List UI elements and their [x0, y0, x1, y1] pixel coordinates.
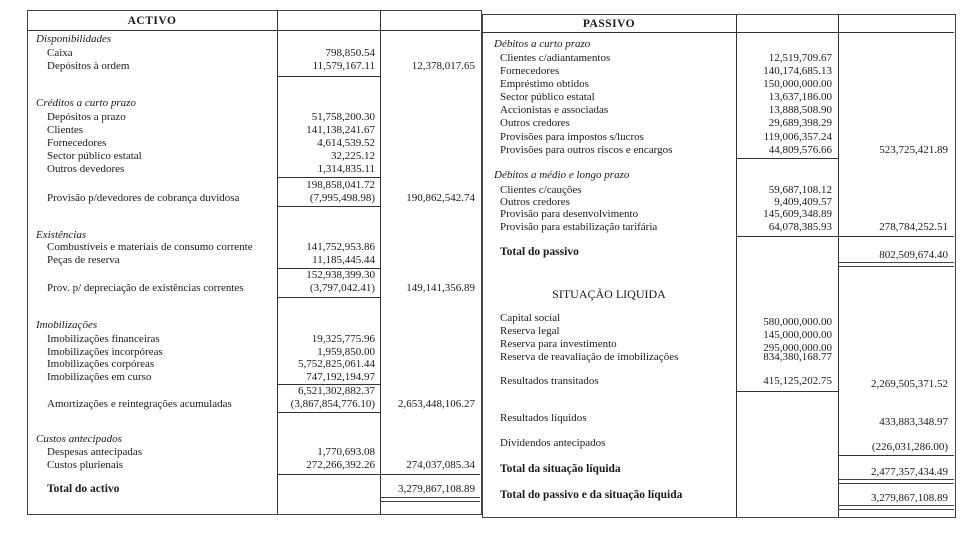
total-passivo-situacao-label: Total do passivo e da situação líquida — [500, 489, 683, 501]
row-label: Imobilizações incorpóreas — [47, 346, 163, 358]
row-label: Provisões para outros riscos e encargos — [500, 144, 673, 156]
divider — [736, 158, 838, 159]
row-value: 12,519,709.67 — [768, 52, 832, 64]
row-value: 272,266,392.26 — [306, 459, 375, 471]
row-value: 798,850.54 — [325, 47, 375, 59]
row-value: (3,867,854,776.10) — [290, 398, 375, 410]
row-value: 1,959,850.00 — [317, 346, 375, 358]
section-title: Débitos a médio e longo prazo — [494, 169, 630, 181]
subtotal-value: 6,521,302,882.37 — [298, 385, 375, 397]
row-label: Provisão para desenvolvimento — [500, 208, 639, 220]
row-value: 141,752,953.86 — [306, 241, 375, 253]
row-label: Combustíveis e materiais de consumo corrente — [47, 241, 253, 253]
row-total: 190,862,542.74 — [406, 192, 475, 204]
row-value: 1,314,835.11 — [317, 163, 375, 175]
row-label: Amortizações e reintegrações acumuladas — [47, 398, 232, 410]
row-total: 433,883,348.97 — [879, 416, 948, 428]
row-total: 2,653,448,106.27 — [398, 398, 475, 410]
row-label: Clientes c/adiantamentos — [500, 52, 611, 64]
row-total: (226,031,286.00) — [871, 441, 948, 453]
divider — [482, 32, 954, 33]
row-total: 278,784,252.51 — [879, 221, 948, 233]
row-value: 11,185,445.44 — [312, 254, 375, 266]
row-value: 19,325,775.96 — [311, 333, 375, 345]
divider — [27, 30, 480, 31]
row-label: Provisão para estabilização tarifária — [500, 221, 658, 233]
total-activo-label: Total do activo — [47, 483, 120, 495]
row-value: 44,809,576.66 — [768, 144, 832, 156]
row-label: Imobilizações corpóreas — [47, 358, 155, 370]
row-value: 140,174,685.13 — [763, 65, 832, 77]
divider — [838, 455, 954, 456]
row-label: Sector público estatal — [47, 150, 142, 162]
row-value: 747,192,194.97 — [306, 371, 375, 383]
row-value: 4,614,539.52 — [317, 137, 375, 149]
row-label: Clientes — [47, 124, 84, 136]
divider — [736, 236, 954, 237]
activo-header: ACTIVO — [127, 15, 177, 27]
divider — [277, 206, 380, 207]
double-underline — [838, 505, 954, 510]
row-value: 13,888,508.90 — [768, 104, 832, 116]
section-title: Disponibilidades — [36, 33, 112, 45]
row-label: Imobilizações em curso — [47, 371, 152, 383]
row-value: (3,797,042.41) — [309, 282, 375, 294]
divider — [380, 10, 381, 514]
row-value: 11,579,167.11 — [312, 60, 375, 72]
row-value: (7,995,498.98) — [309, 192, 375, 204]
section-title: Custos antecipados — [36, 433, 122, 445]
row-label: Reserva legal — [500, 325, 560, 337]
total-situacao-value: 2,477,357,434.49 — [871, 466, 948, 478]
row-label: Caixa — [47, 47, 73, 59]
row-total: 523,725,421.89 — [879, 144, 948, 156]
total-activo-value: 3,279,867,108.89 — [398, 483, 475, 495]
divider — [277, 177, 380, 178]
total-passivo-value: 802,509,674.40 — [879, 249, 948, 261]
row-value: 1,770,693.08 — [317, 446, 375, 458]
subtotal-value: 152,938,399.30 — [306, 269, 375, 281]
row-label: Fornecedores — [47, 137, 107, 149]
row-label: Depósitos à ordem — [47, 60, 130, 72]
double-underline — [380, 497, 480, 502]
row-label: Clientes c/cauções — [500, 184, 582, 196]
row-value: 32,225.12 — [331, 150, 375, 162]
row-value: 834,380,168.77 — [763, 351, 832, 363]
row-label: Capital social — [500, 312, 561, 324]
row-value: 150,000,000.00 — [763, 78, 832, 90]
divider — [277, 474, 480, 475]
passivo-header: PASSIVO — [582, 18, 636, 30]
divider — [277, 412, 380, 413]
situacao-header: SITUAÇÃO LIQUIDA — [552, 287, 666, 301]
row-total: 274,037,085.34 — [406, 459, 475, 471]
row-value: 59,687,108.12 — [768, 184, 832, 196]
divider — [736, 391, 838, 392]
row-value: 295,000,000.00 — [763, 342, 832, 354]
row-label: Custos plurienais — [47, 459, 124, 471]
section-title: Imobilizações — [36, 319, 98, 331]
row-value: 119,006,357.24 — [763, 131, 832, 143]
section-title: Débitos a curto prazo — [494, 38, 591, 50]
row-label: Accionistas e associadas — [500, 104, 609, 116]
row-value: 141,138,241.67 — [306, 124, 375, 136]
divider — [277, 76, 380, 77]
row-value: 9,409,409.57 — [774, 196, 832, 208]
row-label: Sector público estatal — [500, 91, 595, 103]
row-label: Reserva de reavaliação de imobilizações — [500, 351, 679, 363]
row-label: Provisões para impostos s/lucros — [500, 131, 644, 143]
row-label: Despesas antecipadas — [47, 446, 142, 458]
row-label: Dividendos antecipados — [500, 437, 606, 449]
total-passivo-label: Total do passivo — [500, 246, 579, 258]
row-label: Imobilizações financeiras — [47, 333, 160, 345]
row-value: 415,125,202.75 — [763, 375, 832, 387]
row-label: Outros credores — [500, 196, 570, 208]
row-label: Resultados transitados — [500, 375, 599, 387]
divider — [277, 297, 380, 298]
row-total: 149,141,356.89 — [406, 282, 475, 294]
row-value: 145,609,348.89 — [763, 208, 832, 220]
row-label: Empréstimo obtidos — [500, 78, 589, 90]
row-value: 580,000,000.00 — [763, 316, 832, 328]
row-value: 145,000,000.00 — [763, 329, 832, 341]
row-value: 64,078,385.93 — [768, 221, 832, 233]
row-label: Provisão p/devedores de cobrança duvidosa — [47, 192, 240, 204]
double-underline — [838, 262, 954, 267]
row-label: Fornecedores — [500, 65, 560, 77]
row-total: 12,378,017.65 — [411, 60, 475, 72]
section-title: Créditos a curto prazo — [36, 97, 136, 109]
row-label: Prov. p/ depreciação de existências correntes — [47, 282, 244, 294]
total-passivo-situacao-value: 3,279,867,108.89 — [871, 492, 948, 504]
row-label: Outros credores — [500, 117, 570, 129]
row-value: 5,752,825,061.44 — [298, 358, 375, 370]
subtotal-value: 198,858,041.72 — [306, 179, 375, 191]
row-total: 2,269,505,371.52 — [871, 378, 948, 390]
total-situacao-label: Total da situação líquida — [500, 463, 621, 475]
row-value: 13,637,186.00 — [768, 91, 832, 103]
section-title: Existências — [36, 229, 87, 241]
double-underline — [838, 479, 954, 484]
row-label: Reserva para investimento — [500, 338, 617, 350]
row-value: 51,758,200.30 — [311, 111, 375, 123]
row-label: Peças de reserva — [47, 254, 120, 266]
row-label: Depósitos a prazo — [47, 111, 126, 123]
row-value: 29,689,398.29 — [768, 117, 832, 129]
row-label: Outros devedores — [47, 163, 125, 175]
row-label: Resultados líquidos — [500, 412, 587, 424]
